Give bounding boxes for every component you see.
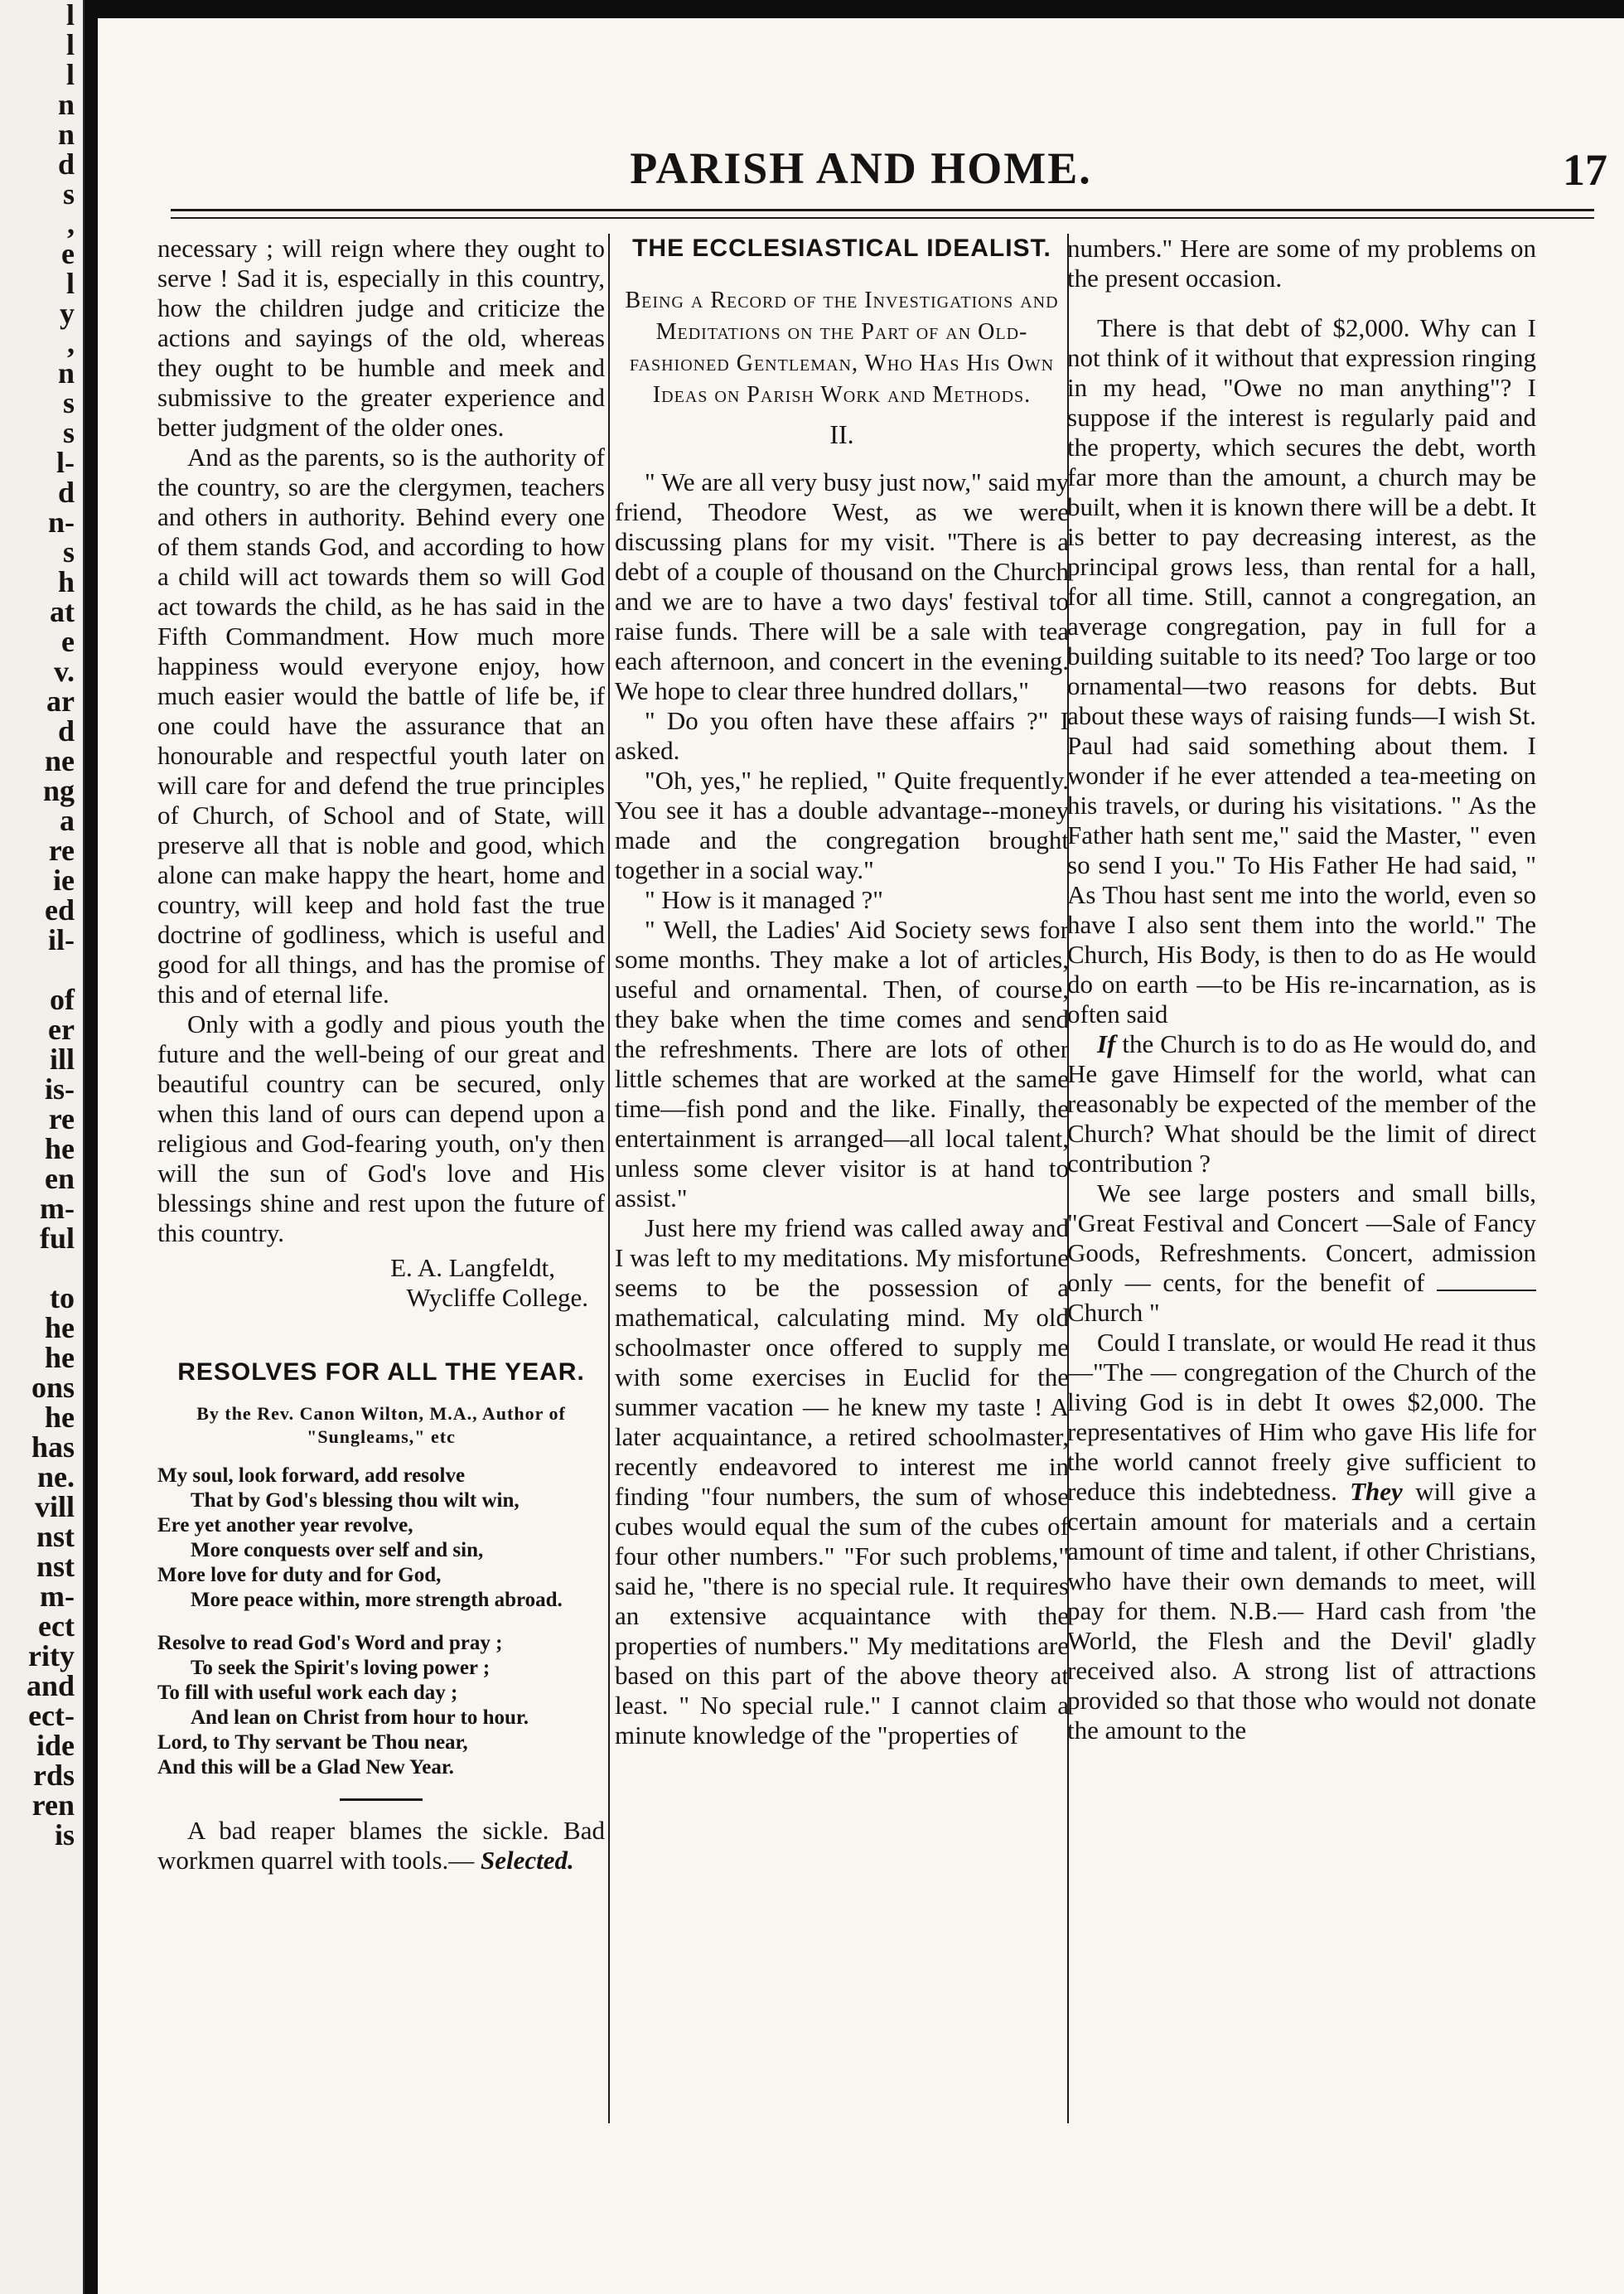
resolves-heading: RESOLVES FOR ALL THE YEAR. bbox=[177, 1358, 585, 1386]
edge-fragment: l bbox=[65, 28, 75, 61]
page-title: PARISH AND HOME. bbox=[630, 143, 1092, 193]
article-body bbox=[615, 467, 1069, 1750]
edge-fragment: ng bbox=[42, 774, 75, 807]
edge-fragment: ons bbox=[31, 1371, 75, 1404]
emphasis: They bbox=[1350, 1477, 1403, 1506]
paragraph: "Oh, yes," he replied, " Quite frequently. You see it has a double advantage--money made and the congregation brought together in a social way." bbox=[615, 766, 1069, 884]
edge-fragment: s bbox=[62, 177, 75, 211]
edge-fragment: d bbox=[57, 714, 75, 748]
article-subtitle: Being a Record of the Investigations and Meditations on the Part of an Old-fashioned Gentleman, Who Has His Own Ideas on Parish Work and Methods. bbox=[625, 288, 1059, 408]
edge-fragment: s bbox=[62, 535, 75, 569]
paragraph-text: Could I translate, or would He read it thus—"The — congregation of the Church of the living God is in debt It owes $2,000. The representatives of Him who gave His life for the world cannot freely give sufficient to reduce this indebtedness. bbox=[1067, 1328, 1536, 1506]
edge-fragment: re bbox=[48, 834, 75, 867]
page-number: 17 bbox=[1563, 145, 1607, 195]
paragraph: " Do you often have these affairs ?" I asked. bbox=[615, 706, 1069, 765]
paragraph: There is that debt of $2,000. Why can I not think of it without that expression ringing in my head, "Owe no man anything"? I suppose if the interest is regularly paid and the property, which secures the debt, worth far more than the amount, a church may be built, when it is known there will be a debt. It is better to pay decreasing interest, as the principal grows less, than rental for a hall, for all time. Still, cannot a congregation, an average congregation, pay in full for a building suitable to its need? Too large or too ornamental—two reasons for debts. But about these ways of raising funds—I wish St. Paul had said something about them. I wonder if he ever attended a tea-meeting on his travels, or during his visitations. " As the Father hath sent me," said the Master, " even so send I you." To His Father He had said, " As Thou hast sent me into the world, even so have I also sent them into the world." The Church, His Body, is then to do as He would do on earth —to be His re-incarnation, as is often said bbox=[1067, 313, 1536, 1028]
poem-byline: By the Rev. Canon Wilton, M.A., Author of "Sungleams," etc bbox=[196, 1403, 566, 1447]
edge-fragment: rds bbox=[32, 1759, 75, 1792]
edge-fragment: l- bbox=[56, 446, 75, 479]
edge-fragment: vill bbox=[34, 1490, 75, 1523]
poem-line: To seek the Spirit's loving power ; bbox=[191, 1657, 491, 1679]
poem-line: More conquests over self and sin, bbox=[191, 1539, 484, 1561]
proverb-source: Selected. bbox=[481, 1846, 574, 1875]
paragraph: " How is it managed ?" bbox=[645, 885, 883, 914]
edge-fragment: d bbox=[57, 148, 75, 181]
poem-line: That by God's blessing thou wilt win, bbox=[191, 1489, 520, 1512]
author-affiliation: Wycliffe College. bbox=[406, 1283, 588, 1312]
paragraph-text: will give a certain amount for materials and a certain amount of time and talent, if other Christians, who have their own demands to meet, will pay for them. N.B.— Hard cash from 'the World, the Flesh and the Devil' gladly received also. A strong list of attractions provided so that those who would not donate the amount to the bbox=[1067, 1477, 1536, 1745]
poem bbox=[157, 1464, 605, 1780]
paragraph: And as the parents, so is the authority of the country, so are the clergymen, teachers and others in authority. Behind every one of them stands God, and according to how a child will act towards them so will God act towards the child, as he has said in the Fifth Commandment. How much more happiness would everyone enjoy, how much easier would the battle of life be, if one could have the assurance that an honourable and respectful youth later on will care for and defend the true principles of Church, of School and of State, will preserve all that is noble and good, which alone can make happy the heart, home and country, will keep and hold fast the true doctrine of godliness, which is useful and good for all things, and has the promise of this and of eternal life. bbox=[157, 443, 605, 1009]
edge-fragment: l bbox=[65, 267, 75, 300]
paragraph bbox=[1067, 1178, 1536, 1328]
poem-line: And lean on Christ from hour to hour. bbox=[191, 1706, 529, 1729]
edge-fragment: l bbox=[65, 0, 75, 31]
edge-fragment: n bbox=[57, 88, 75, 121]
edge-fragment: m- bbox=[40, 1580, 75, 1613]
edge-fragment: has bbox=[31, 1430, 75, 1464]
column-middle bbox=[615, 234, 1069, 2140]
edge-fragment: y bbox=[60, 297, 75, 330]
running-header bbox=[98, 143, 1624, 201]
edge-fragment: is bbox=[54, 1818, 75, 1851]
edge-fragment: s bbox=[62, 416, 75, 449]
edge-fragment: il- bbox=[48, 923, 75, 956]
edge-fragment: e bbox=[61, 237, 75, 270]
page bbox=[98, 18, 1624, 2294]
edge-fragment: and bbox=[26, 1669, 75, 1702]
edge-fragment: ne bbox=[45, 744, 75, 777]
paragraph: necessary ; will reign where they ought to serve ! Sad it is, especially in this country, how the children judge and criticize the actions and sayings of the old, whereas they ought to be humble and meek and submissive to the greater experience and better judgment of the older ones. bbox=[157, 234, 605, 442]
previous-page-edge bbox=[0, 0, 85, 2294]
edge-fragment: of bbox=[50, 983, 75, 1016]
edge-fragment: ill bbox=[49, 1043, 75, 1076]
author-signature: E. A. Langfeldt, bbox=[390, 1253, 555, 1282]
edge-fragment: en bbox=[45, 1162, 75, 1195]
paragraph bbox=[1067, 1328, 1536, 1745]
article-heading: THE ECCLESIASTICAL IDEALIST. bbox=[632, 235, 1051, 262]
section-divider bbox=[340, 1798, 423, 1801]
poem-line: Ere yet another year revolve, bbox=[157, 1514, 413, 1537]
column-divider bbox=[608, 234, 610, 2123]
edge-fragment: a bbox=[60, 804, 75, 837]
paragraph bbox=[1067, 1029, 1536, 1178]
poem-line: My soul, look forward, add resolve bbox=[157, 1464, 466, 1487]
emphasis: If bbox=[1097, 1029, 1116, 1058]
paragraph-text: the Church is to do as He would do, and He gave Himself for the world, what can reasonably be expected of the member of the Church? What should be the limit of direct contribution ? bbox=[1067, 1029, 1536, 1178]
poem-stanza bbox=[157, 1464, 605, 1613]
edge-fragment: m- bbox=[40, 1192, 75, 1225]
paragraph: Just here my friend was called away and I was left to my meditations. My misfortune seems to be the possession of a mathematical, calculating mind. My old schoolmaster once offered to supply me with some exercises in Euclid for the summer vacation — he knew my taste ! A later acquaintance, a retired schoolmaster, recently endeavored to interest me in finding "four numbers, the sum of whose cubes would equal the sum of the cubes of four other numbers." "For such problems," said he, "there is no special rule. It requires an extensive acquaintance with the properties of numbers." My meditations are based on this part of the above theory at least. " No special rule." I cannot claim a minute knowledge of the "properties of bbox=[615, 1213, 1069, 1750]
edge-fragment: at bbox=[50, 595, 75, 628]
edge-fragment: ie bbox=[53, 864, 75, 897]
paragraph: " Well, the Ladies' Aid Society sews for some months. They make a lot of articles, useful and ornamental. Then, of course, they bake when the time comes and send the refreshments. There are lots of other little schemes that are worked at the same time—fish pond and the like. Finally, the entertainment is arranged—all local talent, unless some clever visitor is at hand to assist." bbox=[615, 915, 1069, 1212]
edge-fragment: ar bbox=[46, 685, 75, 718]
proverb bbox=[157, 1816, 605, 1875]
edge-fragment: he bbox=[45, 1401, 75, 1434]
edge-fragment: ful bbox=[39, 1222, 75, 1255]
poem-line: More peace within, more strength abroad. bbox=[191, 1589, 563, 1611]
poem-line: More love for duty and for God, bbox=[157, 1564, 442, 1586]
edge-fragment: ide bbox=[36, 1729, 75, 1762]
edge-fragment: to bbox=[50, 1281, 75, 1314]
proverb-text: A bad reaper blames the sickle. Bad workmen quarrel with tools.— bbox=[157, 1816, 605, 1875]
edge-fragment: is- bbox=[45, 1072, 75, 1106]
edge-fragment: e bbox=[61, 625, 75, 658]
edge-fragment bbox=[0, 1253, 83, 1283]
poem-line: Lord, to Thy servant be Thou near, bbox=[157, 1731, 468, 1754]
paragraph: Only with a godly and pious youth the future and the well-being of our great and beautiful country can be secured, only when this land of ours can depend upon a religious and God-fearing youth, on'y then will the sun of God's love and His blessings shine and rest upon the future of this country. bbox=[157, 1009, 605, 1247]
poem-line: And this will be a Glad New Year. bbox=[157, 1756, 454, 1779]
edge-fragment: nst bbox=[36, 1520, 75, 1553]
edge-fragment: v. bbox=[53, 655, 75, 688]
edge-fragment: nst bbox=[36, 1550, 75, 1583]
edge-fragment: he bbox=[45, 1341, 75, 1374]
edge-fragment: he bbox=[45, 1132, 75, 1165]
edge-fragment: ren bbox=[31, 1788, 75, 1822]
edge-fragment bbox=[0, 955, 83, 985]
edge-fragment: ne. bbox=[37, 1460, 75, 1493]
edge-fragment: ed bbox=[45, 893, 75, 927]
part-numeral: II. bbox=[829, 419, 854, 449]
paragraph-text: Church " bbox=[1067, 1298, 1160, 1327]
edge-fragment: re bbox=[48, 1102, 75, 1135]
edge-fragment: l bbox=[65, 58, 75, 91]
edge-fragment: n bbox=[57, 356, 75, 390]
edge-fragment: s bbox=[62, 386, 75, 419]
column-right bbox=[1067, 234, 1536, 2140]
edge-fragment: n bbox=[57, 118, 75, 151]
poem-line: Resolve to read God's Word and pray ; bbox=[157, 1632, 503, 1654]
paragraph: " We are all very busy just now," said my friend, Theodore West, as we were discussing plans for my visit. "There is a debt of a couple of thousand on the Church and we are to have a two days' festival to raise funds. There will be a sale with tea each afternoon, and concert in the evening. We hope to clear three hundred dollars," bbox=[615, 467, 1069, 705]
edge-fragment: rity bbox=[28, 1639, 75, 1672]
poem-line: To fill with useful work each day ; bbox=[157, 1682, 458, 1704]
paragraph-text: We see large posters and small bills, "Great Festival and Concert —Sale of Fancy Goods, Refreshments. Concert, admission only — cents, for the benefit of bbox=[1067, 1178, 1536, 1297]
edge-fragment: ect bbox=[38, 1609, 75, 1643]
edge-fragment: ect- bbox=[28, 1699, 75, 1732]
edge-fragment: he bbox=[45, 1311, 75, 1344]
header-rule bbox=[171, 209, 1594, 219]
poem-stanza bbox=[157, 1631, 605, 1780]
edge-fragment: d bbox=[57, 476, 75, 509]
column-left bbox=[157, 234, 605, 2140]
edge-fragment: , bbox=[67, 207, 75, 240]
edge-fragment: h bbox=[57, 565, 75, 598]
paragraph: numbers." Here are some of my problems on the present occasion. bbox=[1067, 234, 1536, 293]
blank-line bbox=[1437, 1290, 1536, 1291]
edge-fragment: , bbox=[67, 327, 75, 360]
edge-fragment: n- bbox=[47, 506, 75, 539]
edge-fragment: er bbox=[48, 1013, 75, 1046]
